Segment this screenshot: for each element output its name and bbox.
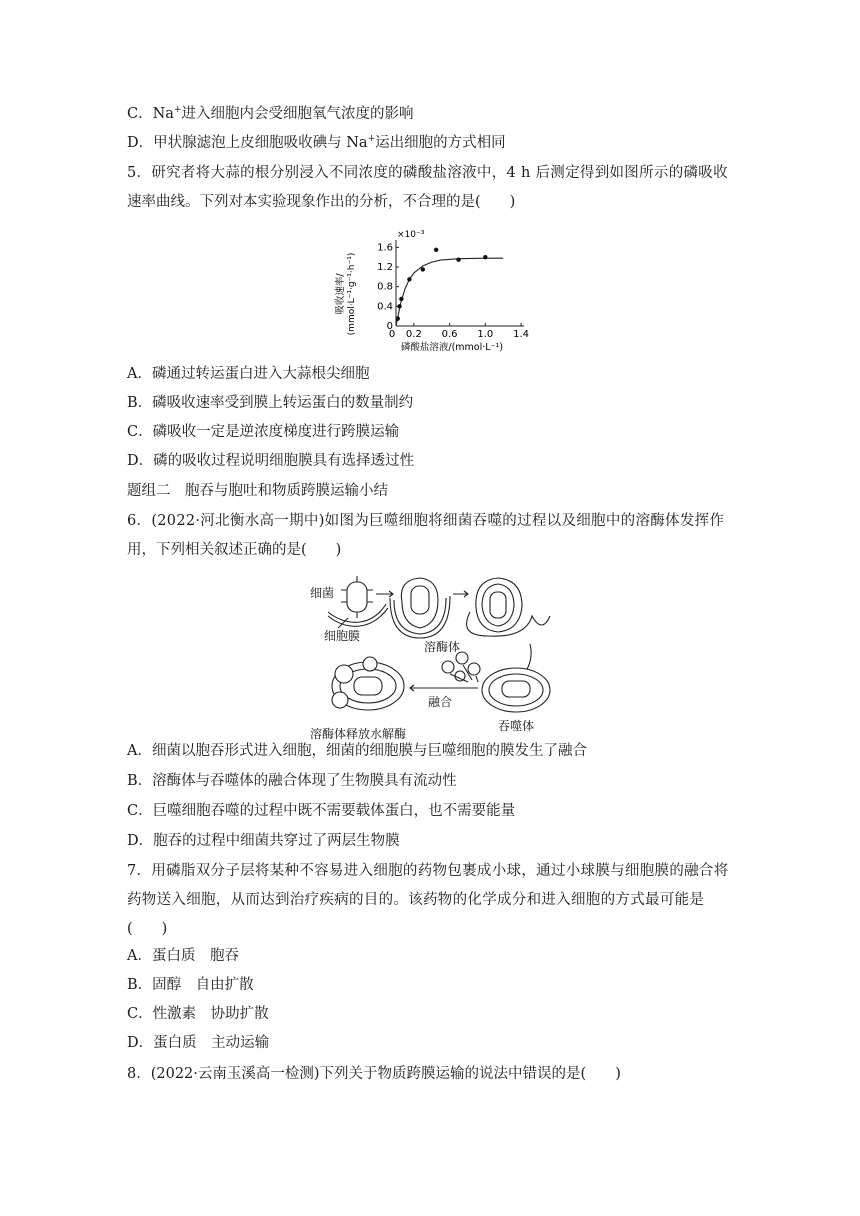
q5-stem-line2: 速率曲线。下列对本实验现象作出的分析，不合理的是( ) <box>127 194 516 210</box>
q7-option-c: C．性激素 协助扩散 <box>127 1006 269 1022</box>
q6-stem-line2: 用，下列相关叙述正确的是( ) <box>127 542 342 558</box>
q7-stem-line1: 7．用磷脂双分子层将某种不容易进入细胞的药物包裹成小球，通过小球膜与细胞膜的融合将 <box>127 863 729 879</box>
q6-option-b: B．溶酶体与吞噬体的融合体现了生物膜具有流动性 <box>127 773 457 789</box>
q7-option-a: A．蛋白质 胞吞 <box>127 948 239 964</box>
lysosome-release <box>332 657 404 710</box>
y-tick-label: 1.2 <box>377 262 393 274</box>
q8-stem-line1: 8．(2022·云南玉溪高一检测)下列关于物质跨膜运输的说法中错误的是( ) <box>127 1066 621 1082</box>
x-tick-label: 0.6 <box>441 329 458 340</box>
data-point <box>397 304 401 308</box>
lysosome-vesicles <box>442 652 480 682</box>
phosphate-uptake-chart <box>330 222 530 358</box>
label-enzyme-release: 溶酶体释放水解酶 <box>310 727 407 741</box>
q5-option-a: A．磷通过转运蛋白进入大蒜根尖细胞 <box>127 366 370 382</box>
data-point <box>396 316 400 320</box>
q5-stem-line1: 5．研究者将大蒜的根分别浸入不同浓度的磷酸盐溶液中，4 h 后测定得到如图所示的磷吸收 <box>127 165 728 181</box>
y-axis-title-line1: 吸收速率/ <box>335 273 346 315</box>
phagosome <box>482 668 550 712</box>
arrow-fusion <box>410 685 478 691</box>
y-tick-label: 0 <box>386 321 393 332</box>
bacterium-stage1 <box>328 576 388 626</box>
y-axis-title <box>334 253 357 336</box>
q6-option-c: C．巨噬细胞吞噬的过程中既不需要载体蛋白，也不需要能量 <box>127 803 516 819</box>
label-phagosome: 吞噬体 <box>498 719 535 733</box>
y-tick-label: 0.4 <box>377 301 393 313</box>
x-tick-label: 1.4 <box>513 329 530 340</box>
q6-option-d: D．胞吞的过程中细菌共穿过了两层生物膜 <box>127 833 400 849</box>
data-point <box>434 248 438 252</box>
label-lysosome: 溶酶体 <box>424 640 461 654</box>
arrow-2 <box>453 591 468 597</box>
q4-option-c: C．Na+进入细胞内会受细胞氧气浓度的影响 <box>127 105 414 122</box>
y-multiplier: ×10⁻³ <box>397 230 425 240</box>
x-axis-title: 磷酸盐溶液/(mmol·L⁻¹) <box>400 342 504 353</box>
arrow-1 <box>376 591 393 597</box>
label-fusion: 融合 <box>428 695 453 709</box>
label-bacteria: 细菌 <box>310 586 335 600</box>
bacterium-stage2 <box>390 578 450 638</box>
y-axis-title-line2: (mmol·L⁻¹·g⁻¹·h⁻¹) <box>347 252 357 336</box>
data-point <box>407 277 411 281</box>
q4-option-d: D．甲状腺滤泡上皮细胞吸收碘与 Na+运出细胞的方式相同 <box>127 134 506 151</box>
data-point <box>483 255 487 259</box>
group2-heading: 题组二 胞吞与胞吐和物质跨膜运输小结 <box>127 483 388 499</box>
y-tick-label: 1.6 <box>377 242 393 254</box>
q7-option-d: D．蛋白质 主动运输 <box>127 1035 270 1051</box>
q7-option-b: B．固醇 自由扩散 <box>127 977 254 993</box>
q5-option-d: D．磷的吸收过程说明细胞膜具有选择透过性 <box>127 453 415 469</box>
data-point <box>456 257 460 261</box>
q6-option-a: A．细菌以胞吞形式进入细胞，细菌的细胞膜与巨噬细胞的膜发生了融合 <box>127 743 587 759</box>
q7-stem-line2: 药物送入细胞，从而达到治疗疾病的目的。该药物的化学成分和进入细胞的方式最可能是 <box>127 892 705 908</box>
data-point <box>399 297 403 301</box>
phagocytosis-diagram <box>298 572 554 744</box>
y-tick-label: 0.8 <box>377 281 393 293</box>
q7-stem-line3: ( ) <box>127 921 168 937</box>
x-tick-label: 0.2 <box>405 329 422 340</box>
bacterium-stage3 <box>467 578 550 636</box>
label-cell-membrane: 细胞膜 <box>324 629 361 643</box>
q6-stem-line1: 6．(2022·河北衡水高一期中)如图为巨噬细胞将细菌吞噬的过程以及细胞中的溶酶体发挥作 <box>127 513 725 529</box>
x-tick-label: 1.0 <box>477 329 494 340</box>
data-point <box>421 267 425 271</box>
fitted-curve <box>396 258 503 326</box>
q5-option-c: C．磷吸收一定是逆浓度梯度进行跨膜运输 <box>127 424 400 440</box>
x-tick-label: 0 <box>388 329 396 340</box>
q5-option-b: B．磷吸收速率受到膜上转运蛋白的数量制约 <box>127 395 414 411</box>
